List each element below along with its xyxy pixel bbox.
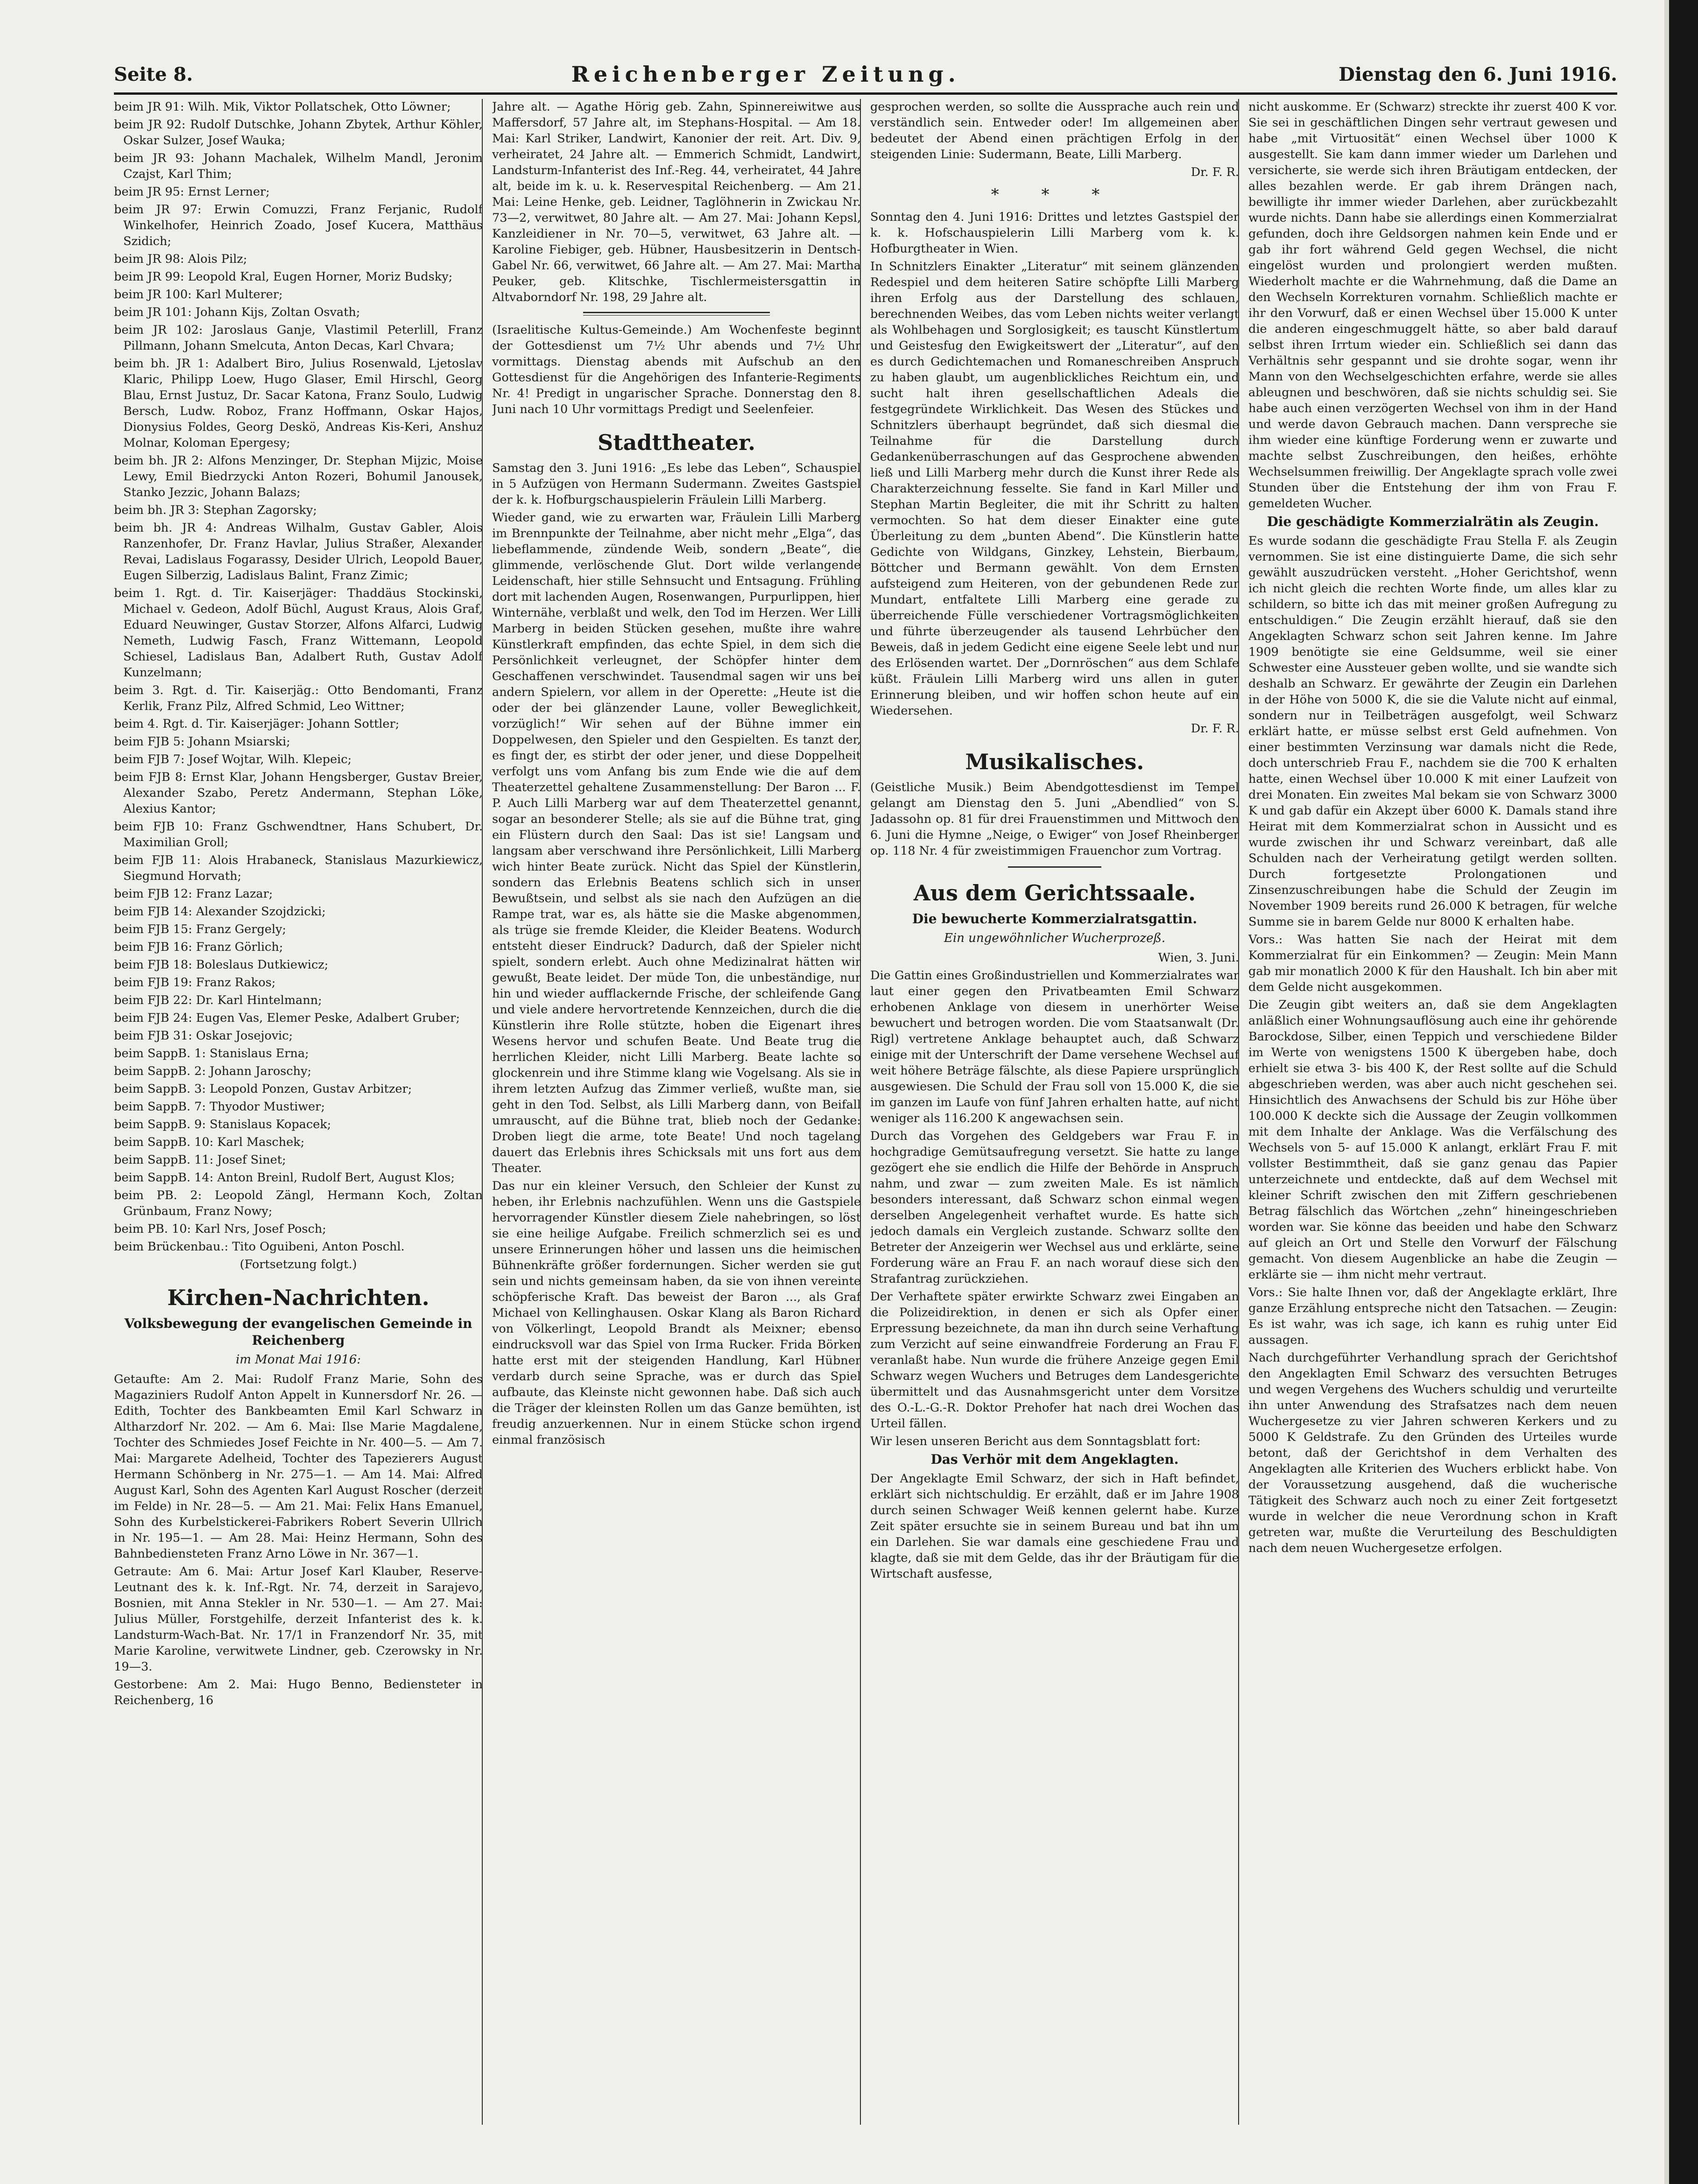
section-title-kirchen: Kirchen-Nachrichten.: [167, 1285, 430, 1310]
verhor-paragraph: Der Angeklagte Emil Schwarz, der sich in Haft befindet, erklärt sich nichtschuldig. Er erzählt, daß er im Jahre 1908 durch seinen Schwager Weiß kennen gelernt habe. Kurze Zeit später ersuchte sie in seinem Bureau und bat ihn um ein Darlehen. Sie war damals eine geschiedene Frau und klagte, daß sie mit dem Gelde, das ihr der Bräutigam für die Wirtschaft ausfesse,: [870, 1472, 1239, 1581]
zeugin-paragraph: Vors.: Sie halte Ihnen vor, daß der Angeklagte erklärt, Ihre ganze Erzählung entspreche nicht den Tatsachen. — Zeugin: Es ist wahr, was ich sage, ich kann es ruhig unter Eid aussagen.: [1248, 1285, 1617, 1347]
column-3: [870, 99, 1239, 2143]
list-item: beim SappB. 3: Leopold Ponzen, Gustav Arbitzer;: [114, 1082, 412, 1096]
separator-stars: * * *: [991, 185, 1119, 204]
page-number: Seite 8.: [114, 63, 193, 85]
scan-edge-bar: [1669, 0, 1698, 2184]
zeugin-paragraph: Die Zeugin gibt weiters an, daß sie dem Angeklagten anläßlich einer Wohnungsauflösung auch eine ihr gehörende Barockdose, Silber, einen Teppich und verschiedene Bilder im Werte von wenigstens 1500 K übergeben habe, doch erhielt sie etwa 3- bis 400 K, der Rest sollte auf die Schuld abgeschrieben werden, was aber auch nicht geschehen sei. Hinsichtlich des Anwachsens der Schuld bis zur Höhe über 100.000 K deckte sich die Aussage der Zeugin vollkommen mit dem Inhalte der Anklage. Was die Verfälschung des Wechsels von 5- auf 15.000 K anlangt, erklärt Frau F. mit vollster Bestimmtheit, daß sie ganz genau das Papier unterzeichnete und entdeckte, daß auf dem Wechsel mit kleiner Schrift zwischen den mit Ziffern geschriebenen Betrag fälschlich das Wörtchen „zehn“ hineingeschrieben worden war. Sie könne das beeiden und habe den Schwarz auf gleich an Ort und Stelle den Vorwurf der Fälschung gemacht. Von diesem Augenblicke an habe die Zeugin — erklärte sie — ihm nicht mehr vertraut.: [1248, 998, 1617, 1282]
list-item: beim FJB 8: Ernst Klar, Johann Hengsberger, Gustav Breier, Alexander Szabo, Peretz Andermann, Stephan Löke, Alexius Kantor;: [114, 770, 483, 816]
theater-review-end: gesprochen werden, so sollte die Aussprache auch rein und verständlich sein. Entweder oder! Im allgemeinen aber bedeutet der Abend einen prächtigen Erfolg in der steigenden Linie: Sudermann, Beate, Lilli Marberg.: [870, 100, 1239, 162]
kirchen-subtitle: Volksbewegung der evangelischen Gemeinde in Reichenberg: [124, 1316, 472, 1348]
header-rule: [114, 92, 1617, 95]
list-item: beim bh. JR 3: Stephan Zagorsky;: [114, 503, 317, 517]
gericht-paragraph: Durch das Vorgehen des Geldgebers war Frau F. in hochgradige Gemütsaufregung versetzt. Sie hatte zu lange gezögert ehe sie endlich die Hilfe der Behörde in Anspruch nahm, und zwar — zum zweiten Male. Es ist nämlich besonders interessant, daß Schwarz schon einmal wegen derselben Angelegenheit verhaftet wurde. Es hatte sich jedoch damals ein Vergleich zustande. Schwarz sollte den Betreter der Anzeigerin wer Wechsel aus und erklärte, seine Forderung wäre an Frau F. an nach worauf diese sich den Strafantrag zurückziehen.: [870, 1129, 1239, 1286]
list-item: beim SappB. 1: Stanislaus Erna;: [114, 1046, 309, 1060]
list-item: beim PB. 2: Leopold Zängl, Hermann Koch, Zoltan Grünbaum, Franz Nowy;: [114, 1188, 483, 1218]
list-item: beim JR 98: Alois Pilz;: [114, 252, 247, 266]
list-item: beim FJB 7: Josef Wojtar, Wilh. Klepeic;: [114, 752, 352, 766]
list-item: beim JR 100: Karl Multerer;: [114, 288, 283, 302]
kirchen-paragraph: Gestorbene: Am 2. Mai: Hugo Benno, Bediensteter in Reichenberg, 16: [114, 1678, 483, 1707]
theater-intro: Samstag den 3. Juni 1916: „Es lebe das Leben“, Schauspiel in 5 Aufzügen von Hermann Sudermann. Zweites Gastspiel der k. k. Hofburgschauspielerin Fräulein Lilli Marberg.: [492, 461, 861, 507]
list-item: beim SappB. 2: Johann Jaroschy;: [114, 1064, 311, 1078]
list-item: beim FJB 12: Franz Lazar;: [114, 887, 273, 901]
decoration-list: [114, 99, 483, 1255]
column-1: [114, 99, 483, 2143]
gericht-subtitle: Die bewucherte Kommerzialratsgattin.: [912, 911, 1198, 927]
kirchen-paragraph: Getaufte: Am 2. Mai: Rudolf Franz Marie, Sohn des Magaziniers Rudolf Anton Appelt in Kunnersdorf Nr. 26. — Edith, Tochter des Bankbeamten Emil Karl Schwarz in Altharzdorf Nr. 202. — Am 6. Mai: Ilse Marie Magdalene, Tochter des Schmiedes Josef Feichte in Nr. 400—5. — Am 7. Mai: Margarete Adelheid, Tochter des Tapezierers August Hermann Schönberg in Nr. 275—1. — Am 14. Mai: Alfred August Karl, Sohn des Agenten Karl August Roscher (derzeit im Felde) in Nr. 28—5. — Am 21. Mai: Felix Hans Emanuel, Sohn des Kurbelstickerei-Fabrikers Robert Severin Ullrich in Nr. 195—1. — Am 28. Mai: Heinz Hermann, Sohn des Bahnbediensteten Franz Arno Löwe in Nr. 367—1.: [114, 1372, 483, 1561]
zeugin-paragraph: Es wurde sodann die geschädigte Frau Stella F. als Zeugin vernommen. Sie ist eine distinguierte Dame, die sich sehr gewählt auszudrücken versteht. „Hoher Gerichtshof, wenn ich nicht gleich die rechten Worte finde, um alles klar zu schildern, so bitte ich das mit meiner großen Aufregung zu entschuldigen.“ Die Zeugin erzählt hierauf, daß sie den Angeklagten Schwarz schon seit Jahren kenne. Im Jahre 1909 benötigte sie eine Geldsumme, weil sie einer Schwester eine Aussteuer geben wollte, und sie wandte sich deshalb an Schwarz. Er gewährte der Zeugin ein Darlehen in der Höhe von 5000 K, die sie die Valute nicht auf einmal, sondern nur in Teilbeträgen ausgefolgt, weil Schwarz erklärt hatte, er müsse selbst erst Geld aufnehmen. Von einer bestimmten Verzinsung war damals nicht die Rede, doch unterschrieb Frau F., nachdem sie die 700 K erhalten hatte, einen Wechsel über 10.000 K mit einer Laufzeit von drei Monaten. Ein zweites Mal bekam sie von Schwarz 3000 K und gab dafür ein Akzept über 6000 K. Damals stand ihre Heirat mit dem Kommerzialrat schon in Aussicht und es wurde zwischen ihr und Schwarz vereinbart, daß alle Schulden nach der Verheiratung getilgt werden sollten. Durch fortgesetzte Prolongationen und Zinsenzuschreibungen habe die Schuld der Zeugin im November 1909 bereits rund 26.000 K betragen, für welche Summe sie in barem Gelde nur 8000 K erhalten habe.: [1248, 534, 1617, 929]
section-title-stadttheater: Stadttheater.: [598, 430, 755, 455]
list-item: beim FJB 31: Oskar Josejovic;: [114, 1029, 293, 1043]
list-item: beim FJB 18: Boleslaus Dutkiewicz;: [114, 958, 329, 972]
list-item: beim bh. JR 4: Andreas Wilhalm, Gustav Gabler, Alois Ranzenhofer, Dr. Franz Havlar, Julius Straßer, Alexander Revai, Ladislaus Fogarassy, Desider Ulrich, Leopold Bauer, Eugen Silberzig, Ladislaus Balint, Franz Zimic;: [114, 521, 483, 583]
gericht-subtitle-2: Ein ungewöhnlicher Wucherprozeß.: [944, 931, 1166, 945]
list-item: beim Brückenbau.: Tito Oguibeni, Anton Poschl.: [114, 1240, 405, 1254]
list-item: beim JR 91: Wilh. Mik, Viktor Pollatschek, Otto Löwner;: [114, 100, 451, 114]
list-item: beim bh. JR 1: Adalbert Biro, Julius Rosenwald, Ljetoslav Klaric, Philipp Loew, Hugo Glaser, Emil Hirschl, Georg Blau, Ernst Justuz, Dr. Sacar Katona, Franz Soulo, Ludwig Bersch, Ludw. Roboz, Franz Hoffmann, Oskar Hajos, Dionysius Foldes, Georg Deskö, Andreas Kis-Keri, Anshuz Molnar, Koloman Epergesy;: [114, 357, 483, 450]
masthead: Reichenberger Zeitung.: [571, 62, 960, 87]
verhor-continued: nicht auskomme. Er (Schwarz) streckte ihr zuerst 400 K vor. Sie sei in geschäftlichen Dingen sehr vertraut gewesen und habe „mit Virtuosität“ einen Wechsel über 1000 K ausgestellt. Sie kam dann immer wieder um Darlehen und versicherte, sie werde sich ihren Bräutigam entdecken, der alles bezahlen werde. Er gab ihrem Drängen nach, bewilligte ihr immer wieder Darlehen, aber zurückbezahlt wurde nichts. Dann habe sie allerdings einen Kommerzialrat gefunden, doch ihre Geldsorgen nahmen kein Ende und er gab ihr fort während Geld gegen Wechsel, die nicht eingelöst wurden und prolongiert werden mußten. Wiederholt machte er die Wahrnehmung, daß die Dame an den Wechseln Korrekturen vornahm. Schließlich machte er ihr den Vorwurf, daß er einen Wechsel über 15.000 K unter die anderen eingeschmuggelt hätte, so aber bald darauf selbst ihren Irrtum wieder ein. Schließlich sei dann das Verhältnis sehr gespannt und sie drohte sogar, wenn ihr Mann von den Wechselgeschichten erfahre, werde sie alles ableugnen und beschwören, daß sie nichts schuldig sei. Sie habe auch einen verzögerten Wechsel von ihm in der Hand und werde davon Gebrauch machen. Dann verspreche sie ihm wieder eine künftige Forderung wenn er zuwarte und machte selbst Zuschreibungen, den heißes, erhöhte Wechselsummen freiwillig. Der Angeklagte sprach volle zwei Stunden über die Entstehung der ihm von Frau F. gemeldeten Wucher.: [1248, 100, 1617, 511]
list-item: beim bh. JR 2: Alfons Menzinger, Dr. Stephan Mijzic, Moise Lewy, Emil Biedrzycki Anton Rozeri, Bohumil Janousek, Stanko Jezzic, Johann Balazs;: [114, 454, 483, 499]
continued-note: (Fortsetzung folgt.): [240, 1257, 357, 1271]
musik-notice: (Geistliche Musik.) Beim Abendgottesdienst im Tempel gelangt am Dienstag den 5. Juni „Abendlied“ von S. Jadassohn op. 81 für drei Frauenstimmen und Mittwoch den 6. Juni die Hymne „Neige, o Ewiger“ von Josef Rheinberger op. 118 Nr. 4 für zweistimmigen Frauenchor zum Vortrag.: [870, 780, 1239, 858]
list-item: beim 4. Rgt. d. Tir. Kaiserjäger: Johann Sottler;: [114, 717, 400, 731]
section-title-musik: Musikalisches.: [965, 749, 1144, 774]
section-rule: [1008, 866, 1101, 868]
gericht-paragraph: Wir lesen unseren Bericht aus dem Sonntagsblatt fort:: [870, 1434, 1201, 1448]
list-item: beim SappB. 10: Karl Maschek;: [114, 1135, 305, 1149]
kirchen-month: im Monat Mai 1916:: [235, 1353, 361, 1367]
gericht-paragraph: Der Verhaftete später erwirkte Schwarz zwei Eingaben an die Polizeidirektion, in denen er sich als Opfer einer Erpressung bezeichnete, da man ihn durch seine Verhaftung zum Verzicht auf seine einwandfreie Forderung an Frau F. veranlaßt habe. Nun wurde die frühere Anzeige gegen Emil Schwarz wegen Wuchers und Betruges dem Landesgerichte übermittelt und das Ausnahmsgericht unter dem Vorsitze des O.-L.-G.-R. Doktor Prehofer hat nach drei Wochen das Urteil fällen.: [870, 1290, 1239, 1431]
list-item: beim FJB 22: Dr. Karl Hintelmann;: [114, 993, 322, 1007]
list-item: beim 3. Rgt. d. Tir. Kaiserjäg.: Otto Bendomanti, Franz Kerlik, Franz Pilz, Alfred Schmid, Leo Wittner;: [114, 683, 483, 713]
gastspiel-review: In Schnitzlers Einakter „Literatur“ mit seinem glänzenden Redespiel und dem heiteren Satire schöpfte Lilli Marberg ihren Erfolg aus der Darstellung des schlauen, berechnenden Weibes, das vom Leben nichts weiter verlangt als Wohlbehagen und Sorglosigkeit; es tauscht Künstlertum und Geistesfug den Ewigkeitswert der „Literatur“, auf den es durch Gedichtemachen und Romaneschreiben Anspruch zu haben glaubt, um augenblickliches Reichtum ein, und sucht halt ihren gesellschaftlichen Adeals die festgegründete Wirklichkeit. Das Wesen des Stückes und Schnitzlers überhaupt begründet, daß sich diesmal die Teilnahme für die Darstellung durch Gedankenüberraschungen auf das Gesprochene abwenden ließ und Lilli Marberg mehr durch die Kunst ihrer Rede als Charakterzeichnung fesselte. Sie fand in Karl Miller und Stephan Martin Begleiter, die mit ihr Schritt zu halten vermochten. So hat dem dieser Einakter eine gute Überleitung zu dem „bunten Abend“. Die Künstlerin hatte Gedichte von Wildgans, Ginzkey, Lehstein, Bierbaum, Böttcher und Bermann gewählt. Von dem Ernsten aufsteigend zum Heiteren, von der gebundenen Rede zur Mundart, entfaltete Lilli Marberg eine gerade zu überreichende Fülle verschiedener Vortragsmöglichkeiten und führte überzeugender als tausend Lehrbücher den Beweis, daß in jedem Gedicht eine eigene Seele lebt und nur des Erlösenden wartet. Der „Dornröschen“ aus dem Schlafe küßt. Fräulein Lilli Marberg wird uns allen in guter Erinnerung bleiben, und wir hoffen schon heute auf ein Wiedersehen.: [870, 260, 1239, 718]
list-item: beim JR 92: Rudolf Dutschke, Johann Zbytek, Arthur Köhler, Oskar Sulzer, Josef Wauka;: [114, 118, 483, 147]
list-item: beim JR 97: Erwin Comuzzi, Franz Ferjanic, Rudolf Winkelhofer, Heinrich Zoado, Josef Kucera, Matthäus Szidich;: [114, 203, 483, 248]
scan-edge-strip: [1664, 0, 1669, 2184]
list-item: beim FJB 24: Eugen Vas, Elemer Peske, Adalbert Gruber;: [114, 1011, 460, 1025]
list-item: beim FJB 11: Alois Hrabaneck, Stanislaus Mazurkiewicz, Siegmund Horvath;: [114, 853, 483, 883]
list-item: beim SappB. 9: Stanislaus Kopacek;: [114, 1117, 331, 1131]
review-signature: Dr. F. R.: [1191, 165, 1239, 179]
list-item: beim FJB 10: Franz Gschwendtner, Hans Schubert, Dr. Maximilian Groll;: [114, 820, 483, 850]
section-title-gericht: Aus dem Gerichtssaale.: [913, 880, 1196, 906]
list-item: beim 1. Rgt. d. Tir. Kaiserjäger: Thaddäus Stockinski, Michael v. Gedeon, Adolf Büchl, August Kraus, Alois Graf, Eduard Neuwinger, Gustav Storzer, Alfons Alfarci, Ludwig Nemeth, Ludwig Fasch, Franz Wittemann, Leopold Schiesel, Ladislaus Ban, Adalbert Ruth, Gustav Adolf Kunzelmann;: [114, 586, 483, 680]
review-signature: Dr. F. R.: [1191, 722, 1239, 736]
kirchen-continued: Jahre alt. — Agathe Hörig geb. Zahn, Spinnereiwitwe aus Maffersdorf, 57 Jahre alt, im Stephans-Hospital. — Am 18. Mai: Karl Striker, Landwirt, Kanonier der reit. Art. Div. 9, verheiratet, 24 Jahre alt. — Emmerich Schmidt, Landwirt, Landsturm-Infanterist des Inf.-Reg. 44, verheiratet, 44 Jahre alt, beide im k. u. k. Reservespital Reichenberg. — Am 21. Mai: Leine Henke, geb. Leidner, Taglöhnerin in Zwickau Nr. 73—2, verwitwet, 80 Jahre alt. — Am 27. Mai: Johann Kepsl, Kanzleidiener in Nr. 70—5, verwitwet, 63 Jahre alt. — Karoline Fiebiger, geb. Hübner, Hausbesitzerin in Dentsch-Gabel Nr. 66, verwitwet, 66 Jahre alt. — Am 27. Mai: Martha Peuker, geb. Klitschke, Tischlermeistersgattin in Altvaborndorf Nr. 198, 29 Jahre alt.: [492, 100, 861, 304]
theater-review: Das nur ein kleiner Versuch, den Schleier der Kunst zu heben, ihr Erlebnis nachzufühlen. Wenn uns die Gastspiele hervorragender Künstler diesem Ziele nahebringen, so löst sie eine heilige Aufgabe. Freilich schmerzlich sei es und unsere Erinnerungen höher und lassen uns die heimischen Bühnenkräfte größer fordernungen. Sicher werden sie gut sein und nichts gemeinsam haben, da sie von ihnen vereinte schöpferische Kraft. Das beweist der Baron ..., als Graf Michael von Kellinghausen. Oskar Klang als Baron Richard von Völkerlingt, Leopold Brandt als Meixner; ebenso eindrucksvoll war das Spiel von Irma Rucker. Frida Börken hatte erst mit der steigenden Handlung, Karl Hübner verdarb durch seine Sprache, was er durch das Spiel aufbaute, das Kleinste nicht gewonnen habe. Daß sich auch die Träger der kleinsten Rollen um das Ganze bemühten, ist freudig anzuerkennen. Nur in einem Stücke schon irgend einmal französisch: [492, 1179, 861, 1447]
list-item: beim JR 93: Johann Machalek, Wilhelm Mandl, Jeronim Czajst, Karl Thim;: [114, 151, 483, 181]
verhor-subtitle: Das Verhör mit dem Angeklagten.: [930, 1452, 1179, 1467]
list-item: beim FJB 19: Franz Rakos;: [114, 976, 276, 990]
verdict-paragraph: Nach durchgeführter Verhandlung sprach der Gerichtshof den Angeklagten Emil Schwarz des versuchten Betruges und wegen Vergehens des Wuchers schuldig und verurteilte ihn unter Anwendung des Strafsatzes nach dem neuen Wuchergesetze zu vier Jahren schweren Kerkers und zu 5000 K Geldstrafe. Zu den Gründen des Urteiles wurde betont, daß der Gerichtshof in dem Verhalten des Angeklagten alle Kriterien des Wuchers erblickt habe. Von der Voraussetzung ausgehend, daß die wucherische Tätigkeit des Schwarz auch noch zu einer Zeit fortgesetzt wurde in welcher die neue Verordnung schon in Kraft getreten war, mußte die Verurteilung des Beschuldigten nach dem neuen Wuchergesetze erfolgen.: [1248, 1351, 1617, 1555]
list-item: beim SappB. 7: Thyodor Mustiwer;: [114, 1100, 325, 1114]
gericht-paragraph: Die Gattin eines Großindustriellen und Kommerzialrates war laut einer gegen den Privatbeamten Emil Schwarz erhobenen Anklage von diesem in unerhörter Weise bewuchert und betrogen worden. Die vom Staatsanwalt (Dr. Rigl) vertretene Anklage behauptet auch, daß Schwarz einige mit der Unterschrift der Dame versehene Wechsel auf weit höhere Beträge fälschte, als diese Papiere ursprünglich ausgewiesen. Die Schuld der Frau soll von 15.000 K, die sie im ganzen im Laufe von fünf Jahren erhalten hatte, auf nicht weniger als 116.200 K angewachsen sein.: [870, 969, 1239, 1125]
list-item: beim FJB 5: Johann Msiarski;: [114, 735, 290, 749]
list-item: beim FJB 14: Alexander Szojdzicki;: [114, 905, 326, 919]
list-item: beim FJB 16: Franz Görlich;: [114, 940, 283, 954]
zeugin-paragraph: Vors.: Was hatten Sie nach der Heirat mit dem Kommerzialrat für ein Einkommen? — Zeugin: Mein Mann gab mir monatlich 2000 K für den Haushalt. Ich bin aber mit dem Gelde nicht ausgekommen.: [1248, 933, 1617, 994]
gericht-dateline: Wien, 3. Juni.: [1158, 951, 1239, 965]
israelit-notice: (Israelitische Kultus-Gemeinde.) Am Wochenfeste beginnt der Gottesdienst um 7½ Uhr abends und 7½ Uhr vormittags. Dienstag abends mit Aufschub an den Gottesdienst für die Angehörigen des Infanterie-Regiments Nr. 4! Predigt in ungarischer Sprache. Donnerstag den 8. Juni nach 10 Uhr vormittags Predigt und Seelenfeier.: [492, 323, 861, 416]
list-item: beim FJB 15: Franz Gergely;: [114, 922, 287, 936]
list-item: beim JR 102: Jaroslaus Ganje, Vlastimil Peterlill, Franz Pillmann, Johann Smelcuta, Anton Decas, Karl Chvara;: [114, 323, 483, 353]
zeugin-subtitle: Die geschädigte Kommerzialrätin als Zeugin.: [1267, 514, 1599, 529]
list-item: beim SappB. 11: Josef Sinet;: [114, 1153, 286, 1167]
issue-date: Dienstag den 6. Juni 1916.: [1339, 63, 1617, 85]
page-header: [114, 57, 1617, 91]
kirchen-paragraph: Getraute: Am 6. Mai: Artur Josef Karl Klauber, Reserve-Leutnant des k. k. Inf.-Rgt. Nr. 74, derzeit in Sarajevo, Bosnien, mit Anna Stekler in Nr. 530—1. — Am 27. Mai: Julius Müller, Forstgehilfe, derzeit Infanterist des k. k. Landsturm-Wach-Bat. Nr. 17/1 in Franzendorf Nr. 35, mit Marie Karoline, verwitwete Lindner, geb. Czerowsky in Nr. 19—3.: [114, 1565, 483, 1674]
list-item: beim JR 101: Johann Kijs, Zoltan Osvath;: [114, 305, 360, 319]
column-2: [492, 99, 861, 2143]
list-item: beim JR 95: Ernst Lerner;: [114, 185, 270, 199]
list-item: beim PB. 10: Karl Nrs, Josef Posch;: [114, 1222, 326, 1236]
list-item: beim JR 99: Leopold Kral, Eugen Horner, Moriz Budsky;: [114, 270, 453, 284]
column-4: [1248, 99, 1617, 2143]
gastspiel-intro: Sonntag den 4. Juni 1916: Drittes und letztes Gastspiel der k. k. Hofschauspielerin Lilli Marberg vom k. k. Hofburgtheater in Wien.: [870, 210, 1239, 256]
section-rule: [583, 312, 770, 316]
list-item: beim SappB. 14: Anton Breinl, Rudolf Bert, August Klos;: [114, 1171, 455, 1185]
theater-review: Wieder gand, wie zu erwarten war, Fräulein Lilli Marberg im Brennpunkte der Teilnahme, aber nicht mehr „Elga“, das liebeflammende, zündende Weib, sondern „Beate“, die glimmende, verlöschende Glut. Dort wilde verlangende Leidenschaft, hier stille Sehnsucht und Entsagung. Frühling dort mit lachenden Augen, Rosenwangen, Purpurlippen, hier Winternähe, verblaßt und welk, den Tod im Herzen. Wer Lilli Marberg in beiden Stücken gesehen, mußte ihre wahre Künstlerkraft empfinden, das echte Spiel, in dem sich die Persönlichkeit verleugnet, der Schöpfer hinter dem Geschaffenen verschwindet. Tausendmal sagen wir uns bei andern Spielern, vor allem in der Operette: „Heute ist die oder der bei glänzender Laune, voller Beweglichkeit, vorzüglich!“ Wir sehen auf der Bühne immer ein Doppelwesen, den Spieler und den Gespielten. Es tanzt der, es fingt der, es stirbt der oder jener, und diese Doppelheit verfolgt uns vom Anfang bis zum Ende wie die auf dem Theaterzettel gehaltene Zusammenstellung: Der Baron ... F. P. Auch Lilli Marberg war auf dem Theaterzettel genannt, sogar an besonderer Stelle; als sie auf die Bühne trat, ging ein Flüstern durch den Saal: Das ist sie! Langsam und langsam aber verschwand ihre Persönlichkeit, Lilli Marberg wich hinter Beate zurück. Nicht das Spiel der Künstlerin, sondern das Erlebnis Beatens schlich sich in unser Bewußtsein, und selbst als sie nach den Aufzügen an die Rampe trat, war es, als hätte sie die Maske abgenommen, als trüge sie fremde Kleider, die Kleider Beatens. Wodurch entsteht dieser Eindruck? Dadurch, daß der Spieler nicht spielt, sondern erlebt. Auch ohne Medizinalrat hätten wir gewußt, Beate leidet. Der müde Ton, die unbeständige, nur hin und wieder aufflackernde Frische, der schleifende Gang und viele andere hervortretende Kennzeichen, durch die die Künstlerin ihre Rolle stützte, hoben die Eigenart ihres Wesens hervor und schufen Beate. Und Beate trug die herrlichen Kleider, nicht Lilli Marberg. Beate lachte so glockenrein und ihre Stimme klang wie Vogelsang. Als sie in ihrem letzten Aufzug das Zimmer verließ, wußte man, sie geht in den Tod. Selbst, als Lilli Marberg dann, von Beifall umrauscht, auf die Bühne trat, blieb noch der Gedanke: Droben liegt die arme, tote Beate! Und noch tagelang dauert das Erlebnis ihres Schicksals mit uns fort aus dem Theater.: [492, 511, 861, 1175]
